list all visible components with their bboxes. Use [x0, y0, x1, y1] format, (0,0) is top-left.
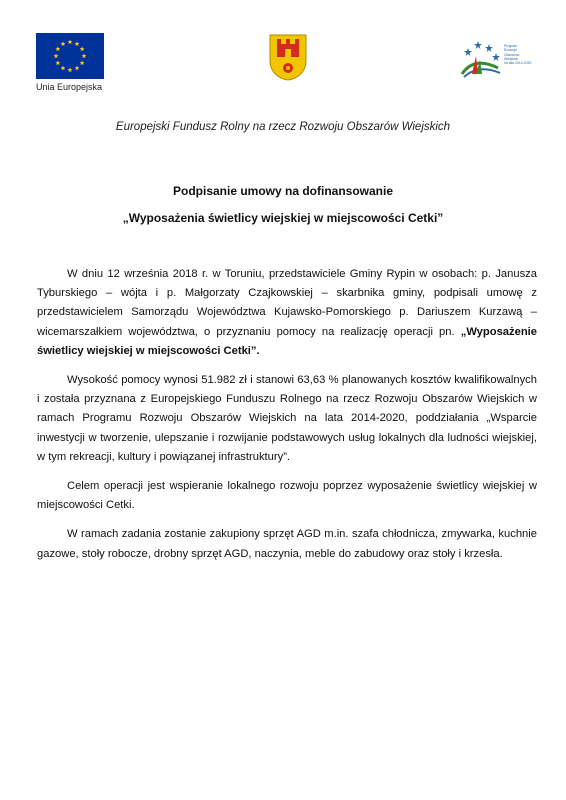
fund-name: Europejski Fundusz Rolny na rzecz Rozwoju Obszarów Wiejskich	[115, 121, 451, 133]
eu-label: Unia Europejska	[36, 82, 103, 92]
paragraph-funding: Wysokość pomocy wynosi 51.982 zł i stanowi 63,63 % planowanych kosztów kwalifikowalnych i została przyznana z Europejskiego Funduszu Rolnego na rzecz Rozwoju Obszarów Wiejskich w ramach Programu Rozwoju Obszarów Wiejskich na lata 2014-2020, poddziałania „Wsparcie inwestycji w tworzenie, ulepszanie i rozwijanie podstawowych usług lokalnych dla ludności wiejskiej, w tym rekreacji, kultury i powiązanej infrastruktury”.	[37, 374, 537, 463]
prow-logo-icon	[458, 38, 502, 78]
document-subtitle: „Wyposażenia świetlicy wiejskiej w miejscowości Cetki”	[122, 211, 444, 225]
prow-label	[504, 44, 544, 65]
paragraph-equipment: W ramach zadania zostanie zakupiony sprzęt AGD m.in. szafa chłodnicza, zmywarka, kuchnie gazowe, stoły robocze, drobny sprzęt AGD, naczynia, meble do zabudowy oraz stoły i krzesła.	[37, 528, 537, 560]
document-body	[37, 265, 537, 574]
prow-label-line: na lata 2014-2020	[504, 61, 532, 66]
prow-label-line: Wiejskich	[504, 56, 519, 61]
prow-label-line: Program	[504, 44, 518, 48]
prow-label-line: Obszarów	[504, 52, 520, 57]
coat-of-arms-icon	[268, 33, 308, 81]
prow-label-line: Rozwoju	[504, 48, 518, 53]
paragraph-goal: Celem operacji jest wspieranie lokalnego rozwoju poprzez wyposażenie świetlicy wiejskiej w miejscowości Cetki.	[37, 480, 537, 512]
eu-flag-icon	[36, 33, 104, 79]
paragraph-signing	[37, 265, 537, 361]
document-title: Podpisanie umowy na dofinansowanie	[172, 184, 394, 198]
paragraph-text: W dniu 12 września 2018 r. w Toruniu, przedstawiciele Gminy Rypin w osobach: p. Janusza Tyburskiego – wójta i p. Małgorzaty Czajkowskiej – skarbnika gminy, podpisali umowę z przedstawicielem Samorządu Województwa Kujawsko-Pomorskiego p. Dariuszem Kurzawą – wicemarszałkiem województwa, o przyznaniu pomocy na realizację operacji pn.	[37, 268, 537, 338]
logo-bar	[0, 0, 566, 100]
operation-name: „Wyposażenie świetlicy wiejskiej w miejscowości Cetki”.	[37, 325, 537, 357]
